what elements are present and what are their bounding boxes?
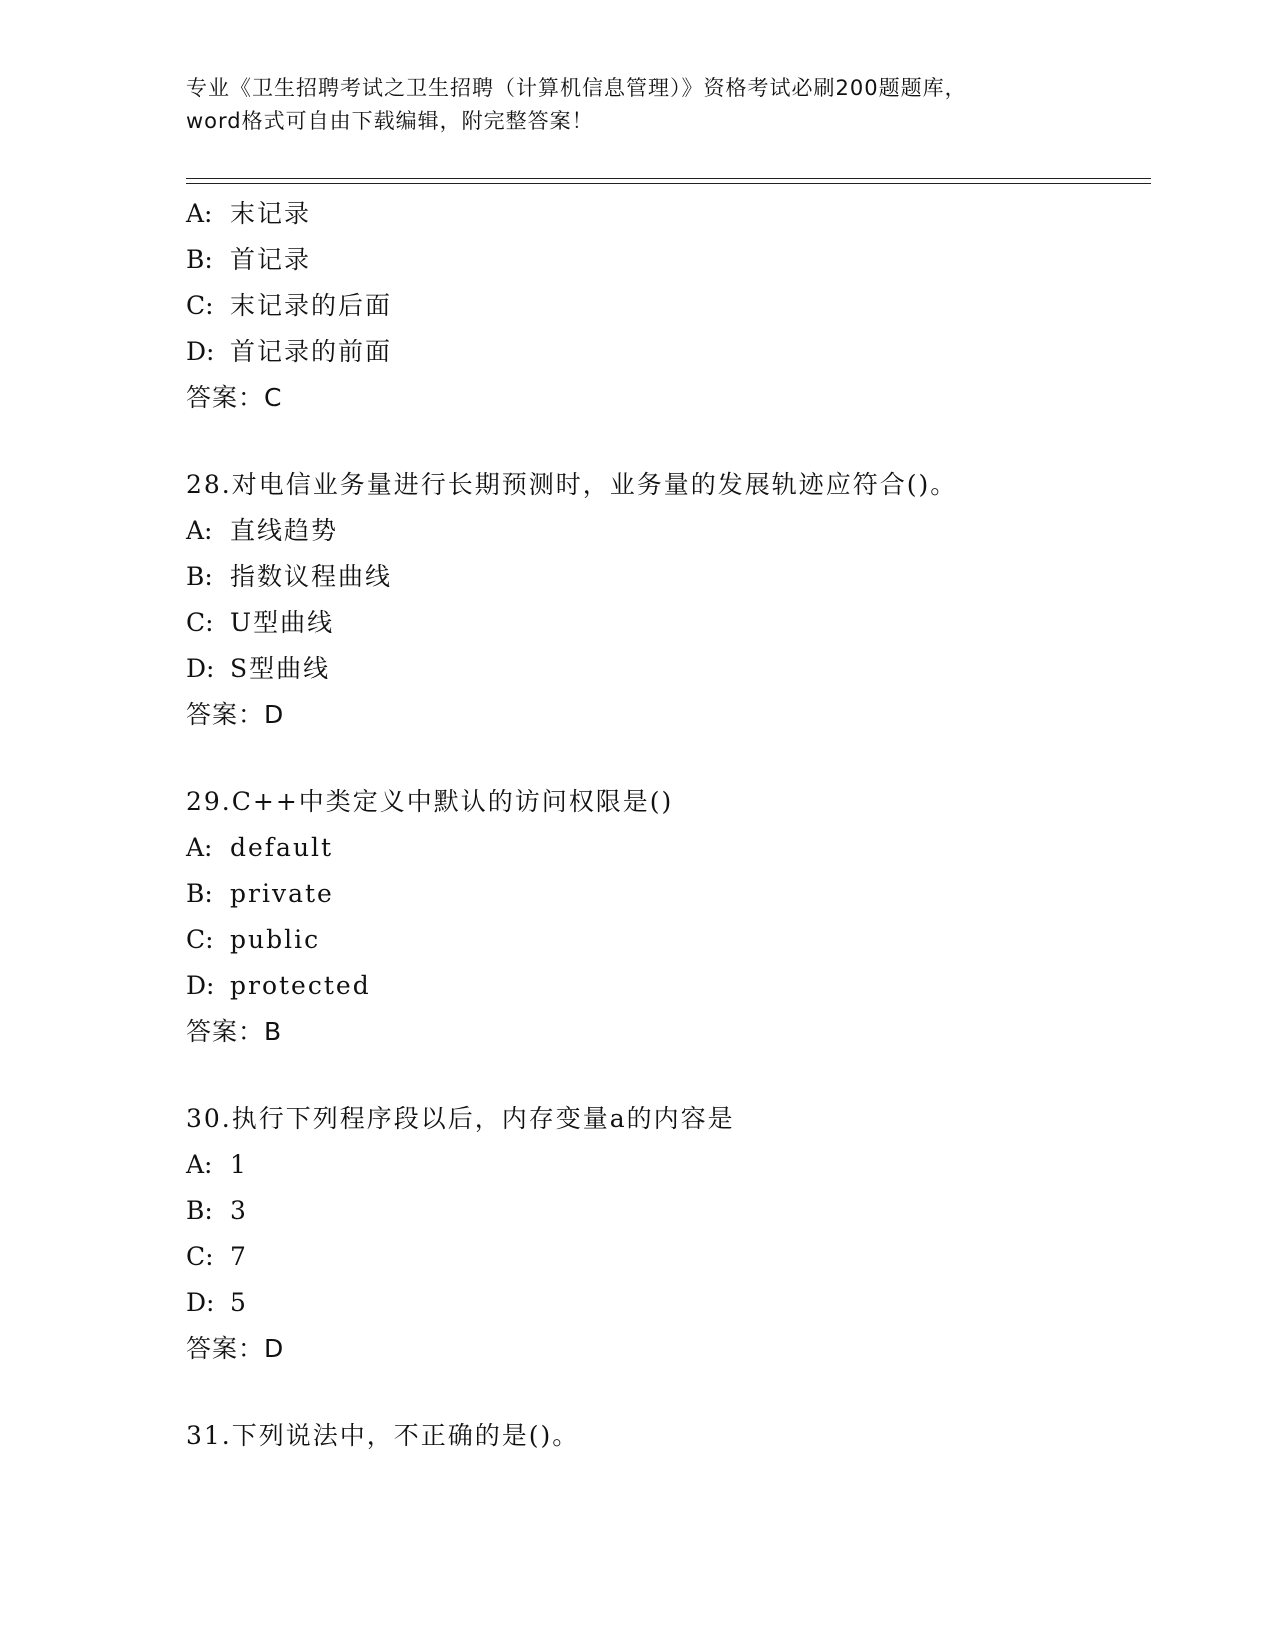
answer-option [186,646,1146,692]
option-label: C: [186,608,214,637]
option-text: default [230,833,334,862]
option-text: S型曲线 [230,654,331,683]
option-label: D: [186,654,215,683]
option-text: public [230,925,321,954]
option-label: C: [186,925,214,954]
answer-key: 答案：D [186,700,285,729]
option-label: C: [186,291,214,320]
answer-key: 答案：C [186,383,283,412]
answer-option [186,237,1146,283]
option-text: 3 [230,1196,248,1225]
document-header [186,72,1086,138]
option-text: 指数议程曲线 [230,562,393,591]
option-text: 直线趋势 [230,516,339,545]
answer-option [186,191,1146,237]
question-block [186,779,1146,1055]
answer-option [186,825,1146,871]
answer-key: 答案：D [186,1334,285,1363]
option-label: B: [186,879,213,908]
question-title: 29.C++中类定义中默认的访问权限是() [186,787,674,816]
option-text: protected [230,971,371,1000]
answer-option [186,1188,1146,1234]
answer-option [186,1234,1146,1280]
option-text: 末记录的后面 [230,291,393,320]
option-label: A: [186,516,213,545]
option-text: private [230,879,334,908]
answer-option [186,283,1146,329]
header-rule-bottom [186,183,1151,184]
answer-key: 答案：B [186,1017,283,1046]
option-text: 末记录 [230,199,312,228]
option-text: 1 [230,1150,248,1179]
question-block [186,191,1146,421]
question-title: 30.执行下列程序段以后，内存变量a的内容是 [186,1104,735,1133]
option-label: D: [186,1288,215,1317]
answer-option [186,508,1146,554]
option-label: A: [186,1150,213,1179]
answer-option [186,1280,1146,1326]
header-rule-top [186,178,1151,179]
option-label: A: [186,833,213,862]
answer-option [186,329,1146,375]
option-text: 7 [230,1242,248,1271]
header-line-2: word格式可自由下载编辑，附完整答案！ [186,109,594,133]
question-block [186,1413,1146,1459]
answer-option [186,963,1146,1009]
question-block [186,1096,1146,1372]
option-text: 首记录的前面 [230,337,393,366]
option-label: B: [186,1196,213,1225]
question-title: 31.下列说法中，不正确的是()。 [186,1421,580,1450]
question-list [186,191,1146,1459]
answer-option [186,1142,1146,1188]
answer-option [186,600,1146,646]
option-label: B: [186,562,213,591]
answer-option [186,917,1146,963]
option-text: 5 [230,1288,248,1317]
answer-option [186,554,1146,600]
option-label: B: [186,245,213,274]
option-text: 首记录 [230,245,312,274]
header-line-1: 专业《卫生招聘考试之卫生招聘（计算机信息管理）》资格考试必刷200题题库， [186,76,967,100]
option-label: C: [186,1242,214,1271]
option-label: D: [186,971,215,1000]
answer-option [186,871,1146,917]
option-label: A: [186,199,213,228]
question-block [186,462,1146,738]
option-text: U型曲线 [230,608,335,637]
question-title: 28.对电信业务量进行长期预测时，业务量的发展轨迹应符合()。 [186,470,958,499]
option-label: D: [186,337,215,366]
